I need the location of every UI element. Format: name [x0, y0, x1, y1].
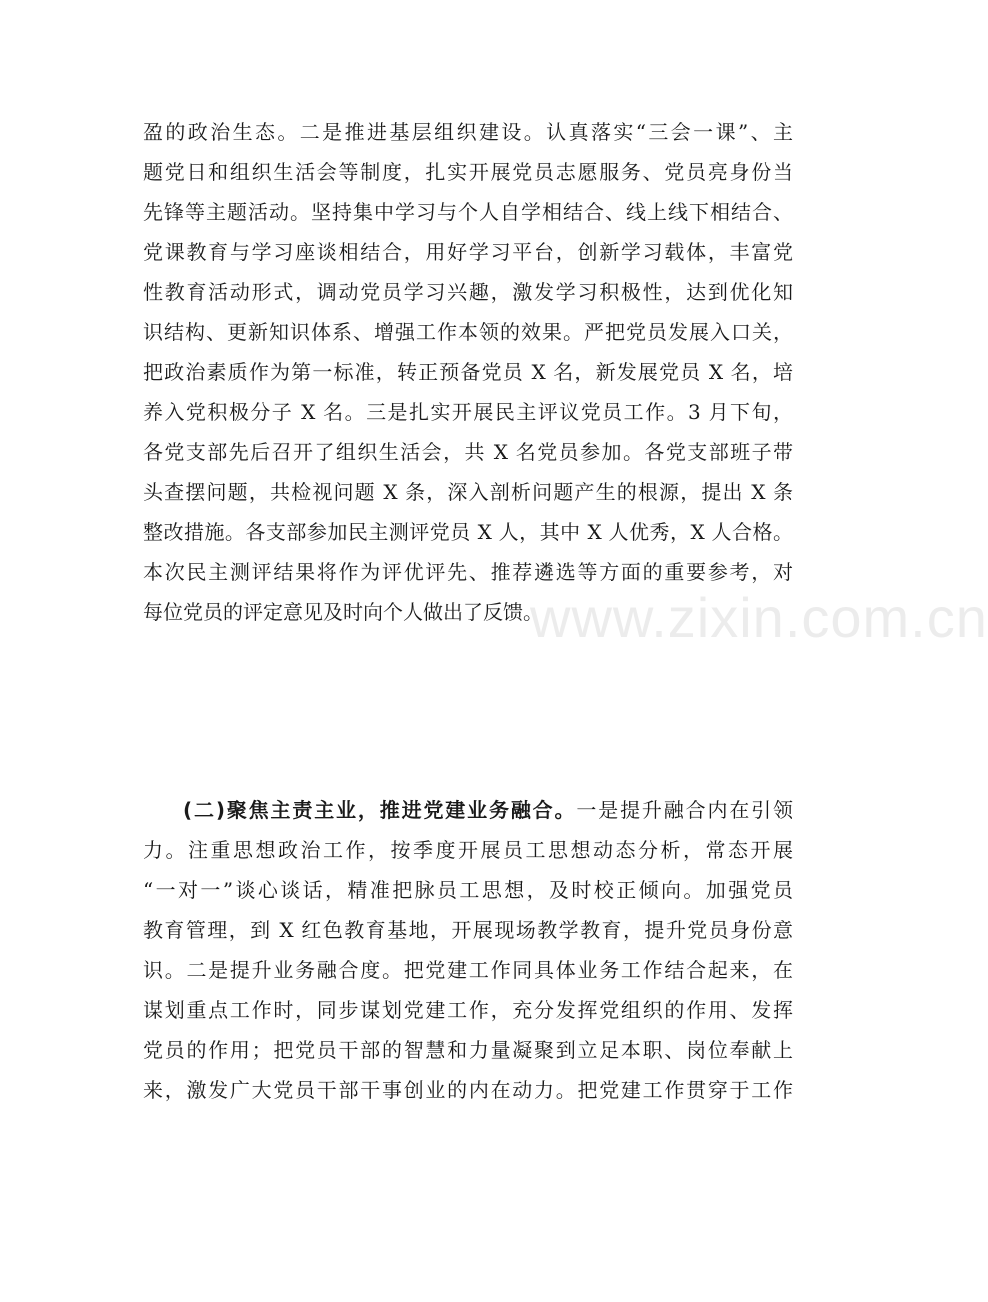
paragraph-line: 党课教育与学习座谈相结合，用好学习平台，创新学习载体，丰富党: [143, 240, 793, 264]
paragraph-line: 党员的作用；把党员干部的智慧和力量凝聚到立足本职、岗位奉献上: [143, 1038, 793, 1062]
paragraph-line: 先锋等主题活动。坚持集中学习与个人自学相结合、线上线下相结合、: [143, 200, 793, 224]
watermark: www.zixin.com.cn: [530, 586, 988, 649]
paragraph-1: [143, 112, 793, 632]
paragraph-line: 头查摆问题，共检视问题 X 条，深入剖析问题产生的根源，提出 X 条: [143, 480, 793, 504]
paragraph-2: [143, 790, 793, 1110]
paragraph-line: 题党日和组织生活会等制度，扎实开展党员志愿服务、党员亮身份当: [143, 160, 793, 184]
paragraph-line: 养入党积极分子 X 名。三是扎实开展民主评议党员工作。3 月下旬，: [143, 400, 793, 424]
paragraph-first-line: [143, 790, 793, 830]
paragraph-line: 各党支部先后召开了组织生活会，共 X 名党员参加。各党支部班子带: [143, 440, 793, 464]
paragraph-line: 整改措施。各支部参加民主测评党员 X 人，其中 X 人优秀，X 人合格。: [143, 520, 793, 544]
paragraph-line: 盈的政治生态。二是推进基层组织建设。认真落实“三会一课”、主: [143, 120, 793, 144]
paragraph-line: 力。注重思想政治工作，按季度开展员工思想动态分析，常态开展: [143, 838, 793, 862]
paragraph-line: 教育管理，到 X 红色教育基地，开展现场教学教育，提升党员身份意: [143, 918, 793, 942]
paragraph-line: 谋划重点工作时，同步谋划党建工作，充分发挥党组织的作用、发挥: [143, 998, 793, 1022]
paragraph-line: 本次民主测评结果将作为评优评先、推荐遴选等方面的重要参考，对: [143, 560, 793, 584]
heading-continuation: 一是提升融合内在引领: [576, 798, 794, 822]
paragraph-line: 识。二是提升业务融合度。把党建工作同具体业务工作结合起来，在: [143, 958, 793, 982]
paragraph-line: 识结构、更新知识体系、增强工作本领的效果。严把党员发展入口关，: [143, 320, 793, 344]
section-heading: (二)聚焦主责主业，推进党建业务融合。: [183, 798, 577, 822]
paragraph-line: “一对一”谈心谈话，精准把脉员工思想，及时校正倾向。加强党员: [143, 878, 793, 902]
paragraph-line: 每位党员的评定意见及时向个人做出了反馈。: [143, 600, 543, 624]
paragraph-line: 来，激发广大党员干部干事创业的内在动力。把党建工作贯穿于工作: [143, 1078, 793, 1102]
paragraph-line: 把政治素质作为第一标准，转正预备党员 X 名，新发展党员 X 名，培: [143, 360, 793, 384]
paragraph-line: 性教育活动形式，调动党员学习兴趣，激发学习积极性，达到优化知: [143, 280, 793, 304]
